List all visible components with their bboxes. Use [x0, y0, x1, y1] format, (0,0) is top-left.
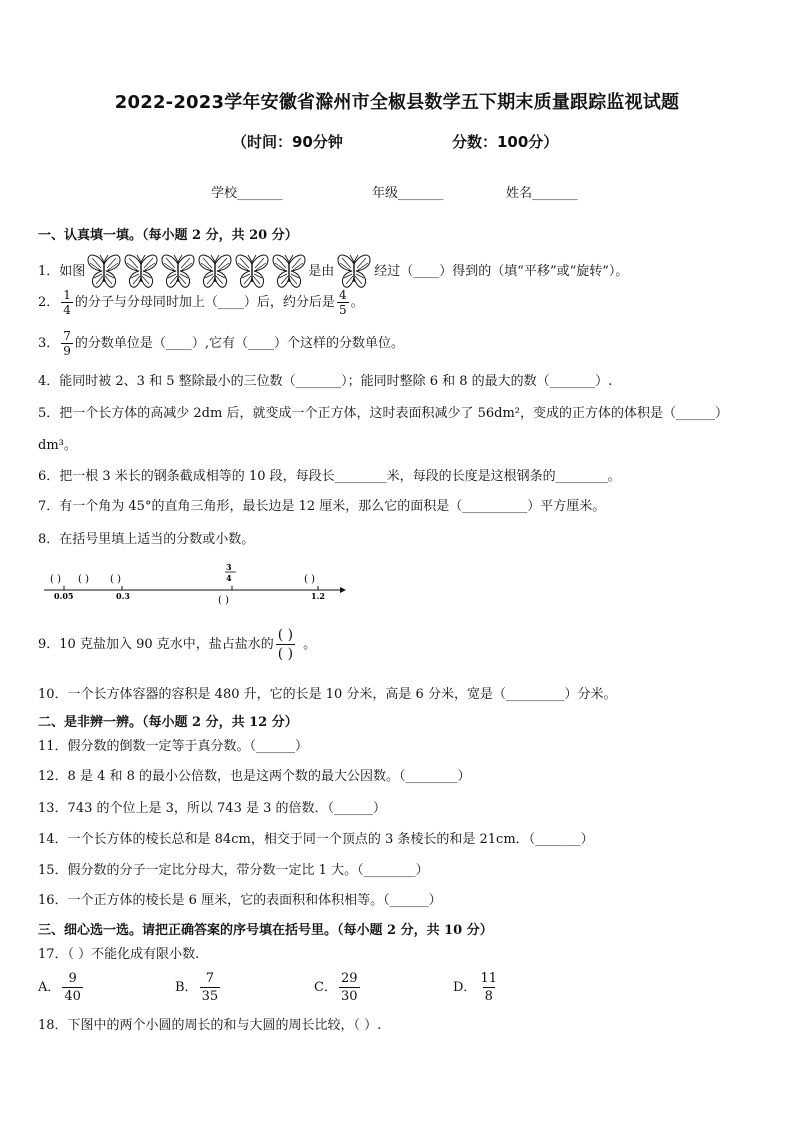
blank-above-1.2: ( ) [304, 574, 315, 585]
question-16: 16．一个正方体的棱长是 6 厘米，它的表面积和体积相等。（______） [38, 893, 442, 908]
fraction-denominator: 4 [226, 573, 232, 583]
question-1 [38, 252, 628, 292]
q2-prefix: 2． [38, 294, 60, 310]
label-0.3: 0.3 [116, 591, 130, 601]
question-5-line-1: 5．把一个长方体的高减少 2dm 后，就变成一个正方体，这时表面积减少了 56dm²，变成的正方体的体积是（______） [38, 406, 728, 421]
q17-option-a[interactable] [38, 970, 85, 1005]
question-10: 10．一个长方体容器的容积是 480 升，它的长是 10 分米，高是 6 分米，宽是（_________）分米。 [38, 687, 617, 702]
question-7: 7．有一个角为 45°的直角三角形，最长边是 12 厘米，那么它的面积是（__________）平方厘米。 [38, 499, 606, 514]
q17-option-d[interactable] [453, 970, 501, 1005]
q1-suffix: 经过（____）得到的（填“平移”或“旋转”）。 [374, 264, 629, 279]
question-18: 18．下图中的两个小圆的周长的和与大圆的周长比较，（ ）. [38, 1018, 382, 1033]
butterfly-image [336, 252, 372, 292]
exam-score: 分数：100分） [452, 133, 559, 151]
option-b-fraction: $\frac{7}{35}$ [201, 971, 219, 1004]
question-5-line-2: dm³。 [38, 438, 77, 453]
option-d-fraction: $\frac{11}{8}$ [480, 971, 497, 1004]
option-d-label: D． [453, 979, 477, 995]
number-line-arrow [340, 587, 346, 593]
butterfly-icon [160, 252, 196, 292]
label-1.2: 1.2 [311, 591, 325, 601]
question-11: 11．假分数的倒数一定等于真分数。（______） [38, 739, 309, 754]
blank-above-2: ( ) [78, 574, 89, 585]
blank-below-3-4: ( ) [218, 595, 229, 606]
q17-option-b[interactable] [175, 970, 222, 1005]
question-14: 14．一个长方体的棱长总和是 84cm，相交于同一个顶点的 3 条棱长的和是 21cm．（_______） [38, 832, 594, 847]
section-3-heading: 三、细心选一选。请把正确答案的序号填在括号里。（每小题 2 分，共 10 分） [38, 923, 493, 938]
question-2 [38, 288, 364, 317]
blank-above-0.05: ( ) [50, 574, 61, 585]
section-2-heading: 二、是非辨一辨。（每小题 2 分，共 12 分） [38, 715, 298, 730]
q1-mid: 是由 [308, 264, 335, 279]
question-9 [38, 626, 316, 663]
label-0.05: 0.05 [54, 591, 74, 601]
q9-text: 9．10 克盐加入 90 克水中，盐占盐水的 [38, 636, 274, 652]
butterfly-icon [86, 252, 122, 292]
page-title: 2022-2023学年安徽省滁州市全椒县数学五下期末质量跟踪监视试题 [114, 92, 680, 113]
q9-end: 。 [303, 636, 317, 652]
option-c-label: C． [314, 979, 337, 995]
section-1-heading: 一、认真填一填。（每小题 2 分，共 20 分） [38, 228, 298, 243]
q3-text: 的分数单位是（____）,它有（____）个这样的分数单位。 [74, 335, 405, 351]
q17-option-c[interactable] [314, 970, 362, 1005]
school-field[interactable]: 学校_______ [211, 186, 283, 201]
q2-text: 的分子与分母同时加上（____）后，约分后是 [74, 294, 335, 310]
q3-prefix: 3． [38, 335, 60, 351]
butterfly-icon [197, 252, 233, 292]
question-15: 15．假分数的分子一定比分母大，带分数一定比 1 大。（________） [38, 863, 429, 878]
question-17: 17．（ ）不能化成有限小数. [38, 947, 200, 962]
question-3 [38, 329, 404, 358]
q9-fraction: $\frac{( )}{( )}$ [277, 627, 294, 662]
butterfly-icon [336, 252, 372, 292]
question-4: 4．能同时被 2、3 和 5 整除最小的三位数（_______）；能同时整除 6 和 8 的最大的数（_______）. [38, 374, 613, 389]
q1-prefix: 1．如图 [38, 264, 86, 279]
q2-fraction-result: $\frac{4}{5}$ [338, 288, 347, 317]
blank-above-0.3: ( ) [110, 574, 121, 585]
name-field[interactable]: 姓名_______ [506, 186, 578, 201]
q2-end: 。 [350, 294, 364, 310]
question-12: 12．8 是 4 和 8 的最小公倍数，也是这两个数的最大公因数。（________） [38, 769, 471, 784]
question-8: 8．在括号里填上适当的分数或小数。 [38, 532, 255, 547]
option-b-label: B． [175, 979, 198, 995]
fraction-numerator: 3 [226, 562, 232, 572]
option-a-label: A． [38, 979, 61, 995]
option-a-fraction: $\frac{9}{40}$ [64, 971, 81, 1004]
exam-time: （时间：90分钟 [232, 133, 343, 151]
question-13: 13．743 的个位上是 3，所以 743 是 3 的倍数．（______） [38, 801, 387, 816]
number-line-diagram [40, 562, 360, 610]
q3-fraction: $\frac{7}{9}$ [63, 329, 71, 358]
option-c-fraction: $\frac{29}{30}$ [340, 971, 358, 1004]
butterfly-sequence-image [86, 252, 307, 292]
q2-fraction: $\frac{1}{4}$ [63, 288, 71, 317]
butterfly-icon [123, 252, 159, 292]
grade-field[interactable]: 年级_______ [372, 186, 444, 201]
butterfly-icon [234, 252, 270, 292]
question-6: 6．把一根 3 米长的钢条截成相等的 10 段，每段长________米，每段的长度是这根钢条的________。 [38, 469, 621, 484]
butterfly-icon [271, 252, 307, 292]
